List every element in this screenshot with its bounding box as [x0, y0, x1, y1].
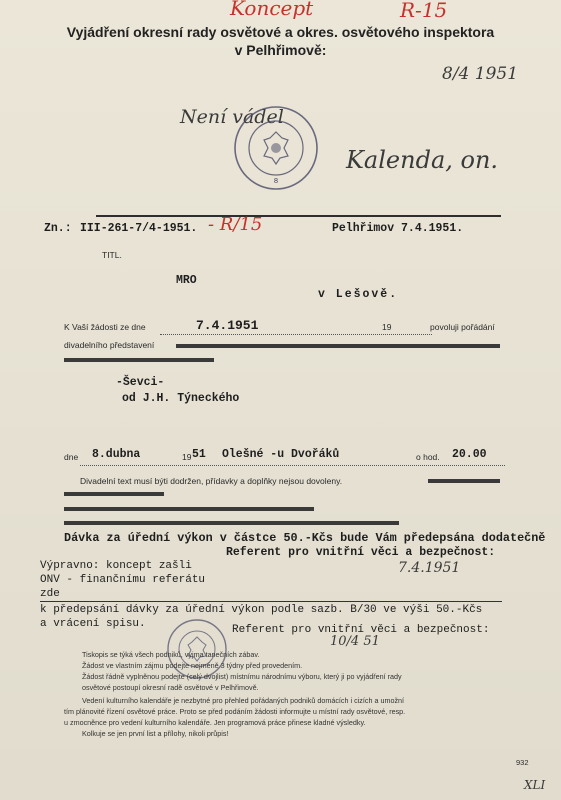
footnote: Vedení kulturního kalendáře je nezbytné pro přehled pořádaných podniků domácích i cizích a umožní: [82, 696, 405, 705]
handwritten-note: Není vádel: [180, 106, 284, 128]
permit-text: povoluji pořádání: [430, 322, 495, 332]
stamp-seal-icon: [166, 618, 228, 680]
footnote: tím plánovité řízení osvětové práce. Proto se před podáním žádosti informujte u místní rady osvětové, resp.: [64, 707, 406, 716]
text-rule: Divadelní text musí býti dodržen, přídavky a doplňky nejsou dovoleny.: [80, 476, 343, 486]
red-koncept-note: Koncept: [230, 0, 314, 20]
addressee-place: v Lešově.: [318, 288, 399, 301]
official-stamp: [232, 104, 320, 192]
request-date: 7.4.1951: [196, 318, 259, 333]
routing-referent: Referent pro vnitřní věci a bezpečnost:: [232, 624, 490, 636]
redaction-bar: [64, 492, 164, 496]
routing-line1: Výpravno: koncept zašli: [40, 560, 192, 572]
request-prefix: K Vaší žádosti ze dne: [64, 322, 146, 332]
footnote: Tiskopis se týká všech podniků, vyjma tanečních zábav.: [82, 650, 260, 659]
dne-dotline: [80, 464, 505, 466]
redaction-bar: [428, 479, 500, 483]
line2-prefix: divadelního představení: [64, 340, 155, 350]
routing-line4: k předepsání dávky za úřední výkon podle sazb. B/30 ve výši 50.-Kčs: [40, 604, 483, 616]
titl-label: TITL.: [102, 250, 122, 260]
routing-line2: ONV - finančnímu referátu: [40, 574, 206, 586]
official-stamp-small: [166, 618, 228, 680]
form-title-line1: Vyjádření okresní rady osvětové a okres. osvětového inspektora: [66, 24, 495, 40]
corner-hand-mark: XLI: [524, 778, 546, 792]
reference-number: III-261-7/4-1951.: [80, 222, 198, 235]
form-number: 932: [516, 758, 529, 767]
hour-value: 20.00: [452, 448, 487, 461]
hour-label: o hod.: [416, 452, 440, 462]
stamp-seal-icon: [232, 104, 320, 192]
redaction-bar: [176, 344, 500, 348]
footnote: Kolkuje se jen první list a přílohy, nikoli průpis!: [82, 729, 229, 738]
year-prefix: 19: [382, 322, 392, 332]
dne-label: dne: [64, 452, 79, 462]
addressee-org: MRO: [176, 274, 197, 287]
form-title-line2: v Pelhřimově:: [234, 42, 327, 58]
routing-line5: a vrácení spisu.: [40, 618, 146, 630]
stamp-number: 8: [273, 177, 279, 185]
date-dotline: [160, 333, 432, 335]
signature: Kalenda, on.: [346, 146, 499, 174]
footnote: u zmocněnce pro vedení kulturního kalendáře. Jen programová práce přinese kladné výsledky.: [64, 718, 366, 727]
dne-value: 8.dubna: [92, 448, 141, 461]
footnote: osvětové postoupí okresní radě osvětové v Pelhřimově.: [82, 683, 259, 692]
referent-line: Referent pro vnitřní věci a bezpečnost:: [226, 546, 496, 559]
red-reference-note: R-15: [400, 0, 448, 22]
footnote: Žádost ve vlastním zájmu podejte nejméně 3 týdny před provedením.: [82, 661, 303, 670]
year-value: 51: [192, 448, 206, 461]
routing-divider: [40, 601, 502, 602]
year-prefix2: 19: [182, 452, 192, 462]
divider: [96, 215, 501, 217]
venue: Olešné -u Dvořáků: [222, 448, 340, 461]
redaction-bar: [64, 507, 314, 511]
redaction-bar: [64, 358, 214, 362]
play-title: -Ševci-: [116, 376, 165, 389]
play-author: od J.H. Týneckého: [122, 392, 240, 405]
redaction-bar: [64, 521, 399, 525]
red-reference-mark: - R/15: [208, 214, 263, 235]
routing-hand-date2: 10/4 51: [330, 634, 380, 649]
footnote: Žádost řádně vyplněnou podejte (celý dvojlist) místnímu národnímu výboru, který ji po vyjádření rady: [82, 672, 402, 681]
reference-label: Zn.:: [44, 222, 72, 235]
routing-line3: zde: [40, 588, 60, 600]
fee-line: Dávka za úřední výkon v částce 50.-Kčs bude Vám předepsána dodatečně: [64, 531, 546, 545]
routing-hand-date: 7.4.1951: [398, 560, 461, 576]
place-date: Pelhřimov 7.4.1951.: [332, 222, 464, 235]
handwritten-date: 8/4 1951: [442, 64, 519, 84]
